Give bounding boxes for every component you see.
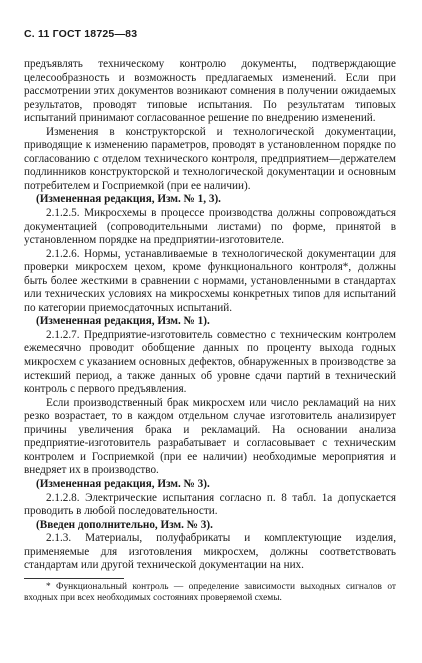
paragraph: предъявлять техническому контролю документы, подтверждающие целесообразность и возможность предлагаемых изменений. Если при рассмотрении этих документов возникают сомнения в получении ожидаемых результатов, проводят типовые испытания. По результатам типовых испытаний принимают согласованное решение по внедрению изменений.: [24, 58, 396, 125]
clause-2-1-2-7: 2.1.2.7. Предприятие-изготовитель совместно с техническим контролем ежемесячно проводит обобщение данных по проценту выхода годных микросхем с указанием основных дефектов, обнаруженных в производстве за истекший период, а также данных об уровне сдачи партий в технический контроль с первого предъявления.: [24, 328, 396, 396]
clause-2-1-2-6: 2.1.2.6. Нормы, устанавливаемые в технологической документации для проверки микросхем цехом, кроме функционального контроля*, должны быть более жесткими в сравнении с нормами, установленными в стандартах или технических условиях на микросхемы конкретных типов для испытаний по категории приемосдаточных испытаний.: [24, 247, 396, 314]
revision-note: (Измененная редакция, Изм. № 1, 3).: [36, 193, 221, 206]
document-body: [24, 58, 396, 573]
footnote-divider: [24, 578, 124, 579]
clause-2-1-2-5: 2.1.2.5. Микросхемы в процессе производства должны сопровождаться документацией (сопроводительными листами) по форме, принятой в установленном порядке на предприятии-изготовителе.: [24, 207, 396, 247]
revision-note: (Измененная редакция, Изм. № 1).: [36, 315, 210, 328]
clause-2-1-2-8: 2.1.2.8. Электрические испытания согласно п. 8 табл. 1а допускается проводить в любой последовательности.: [24, 491, 396, 518]
revision-note: (Измененная редакция, Изм. № 3).: [36, 477, 210, 490]
clause-2-1-3: 2.1.3. Материалы, полуфабрикаты и комплектующие изделия, применяемые для изготовления микросхем, должны соответствовать стандартам или другой технической документации на них.: [24, 532, 396, 572]
paragraph: Если производственный брак микросхем или число рекламаций на них резко возрастает, то в каждом отдельном случае изготовитель анализирует причины увеличения брака и рекламаций. На основании анализа предприятие-изготовитель разрабатывает и согласовывает с техническим контролем и Госприемкой (при ее наличии) необходимые мероприятия и внедряет их в производство.: [24, 396, 396, 477]
paragraph: Изменения в конструкторской и технологической документации, приводящие к изменению параметров, проводят в установленном порядке по согласованию с отделом технического контроля, предприятием—держателем подлинников конструкторской и технологической документации и основным потребителем и Госприемкой (при ее наличии).: [24, 125, 396, 192]
revision-note: (Введен дополнительно, Изм. № 3).: [36, 518, 213, 531]
document-page: [24, 28, 396, 604]
page-header: С. 11 ГОСТ 18725—83: [24, 28, 138, 40]
footnote: * Функциональный контроль — определение зависимости выходных сигналов от входных при всех необходимых состояниях проверяемой схемы.: [24, 581, 396, 603]
